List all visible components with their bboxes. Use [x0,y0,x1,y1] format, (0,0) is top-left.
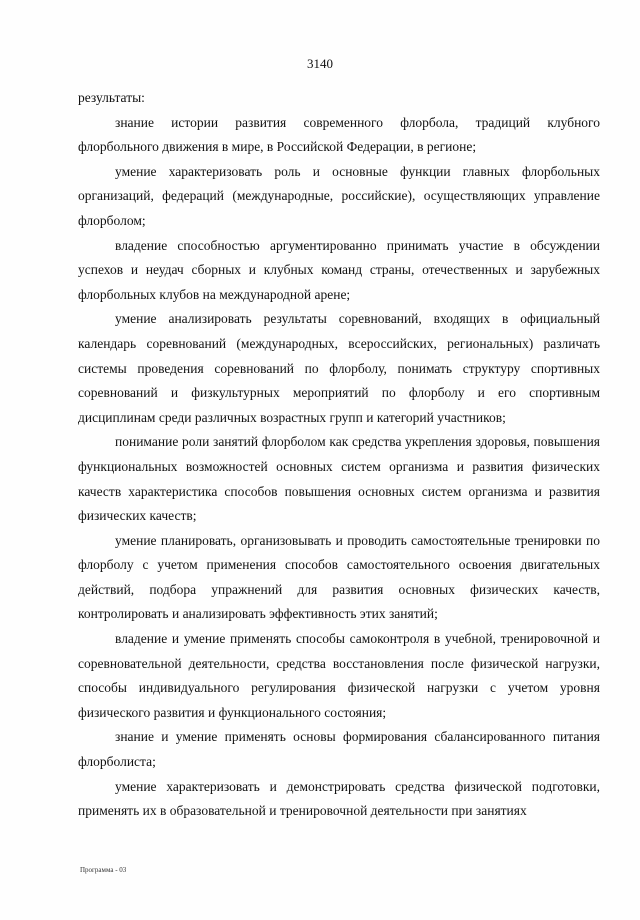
paragraph-discussion: владение способностью аргументированно принимать участие в обсуждении успехов и неудач сборных и клубных команд страны, отечественных и зарубежных флорбольных клубов на международной арене; [78,237,600,302]
footer-program-code: Программа - 03 [80,866,127,874]
paragraph-self-training: умение планировать, организовывать и проводить самостоятельные тренировки по флорболу с учетом применения способов самостоятельного освоения двигательных действий, подбора упражнений для развития основных физических качеств, контролировать и анализировать эффективность этих занятий; [78,532,600,622]
page-number: 3140 [307,56,333,71]
paragraph-history-knowledge: знание истории развития современного флорбола, традиций клубного флорбольного движения в мире, в Российской Федерации, в регионе; [78,114,600,155]
paragraph-nutrition: знание и умение применять основы формирования сбалансированного питания флорболиста; [78,729,600,770]
paragraph-competition-analysis: умение анализировать результаты соревнований, входящих в официальный календарь соревнований (международных, всероссийских, региональных) различать системы проведения соревнований по флорболу, понимать структуру спортивных соревнований и физкультурных мероприятий по флорболу и его спортивным дисциплинам среди различных возрастных групп и категорий участников; [78,311,600,425]
paragraph-organizations: умение характеризовать роль и основные функции главных флорбольных организаций, федераций (международные, российские), осуществляющих управление флорболом; [78,163,600,228]
paragraph-physical-training: умение характеризовать и демонстрировать средства физической подготовки, применять их в образовательной и тренировочной деятельности при занятиях [78,778,600,819]
document-body [78,86,600,824]
paragraph-health-role: понимание роли занятий флорболом как средства укрепления здоровья, повышения функциональных возможностей основных систем организма и развития физических качеств характеристика способов повышения основных систем организма и развития физических качеств; [78,434,600,524]
lead-line: результаты: [78,90,145,105]
paragraph-self-control: владение и умение применять способы самоконтроля в учебной, тренировочной и соревновательной деятельности, средства восстановления после физической нагрузки, способы индивидуального регулирования физической нагрузки с учетом уровня физического развития и функционального состояния; [78,631,600,720]
